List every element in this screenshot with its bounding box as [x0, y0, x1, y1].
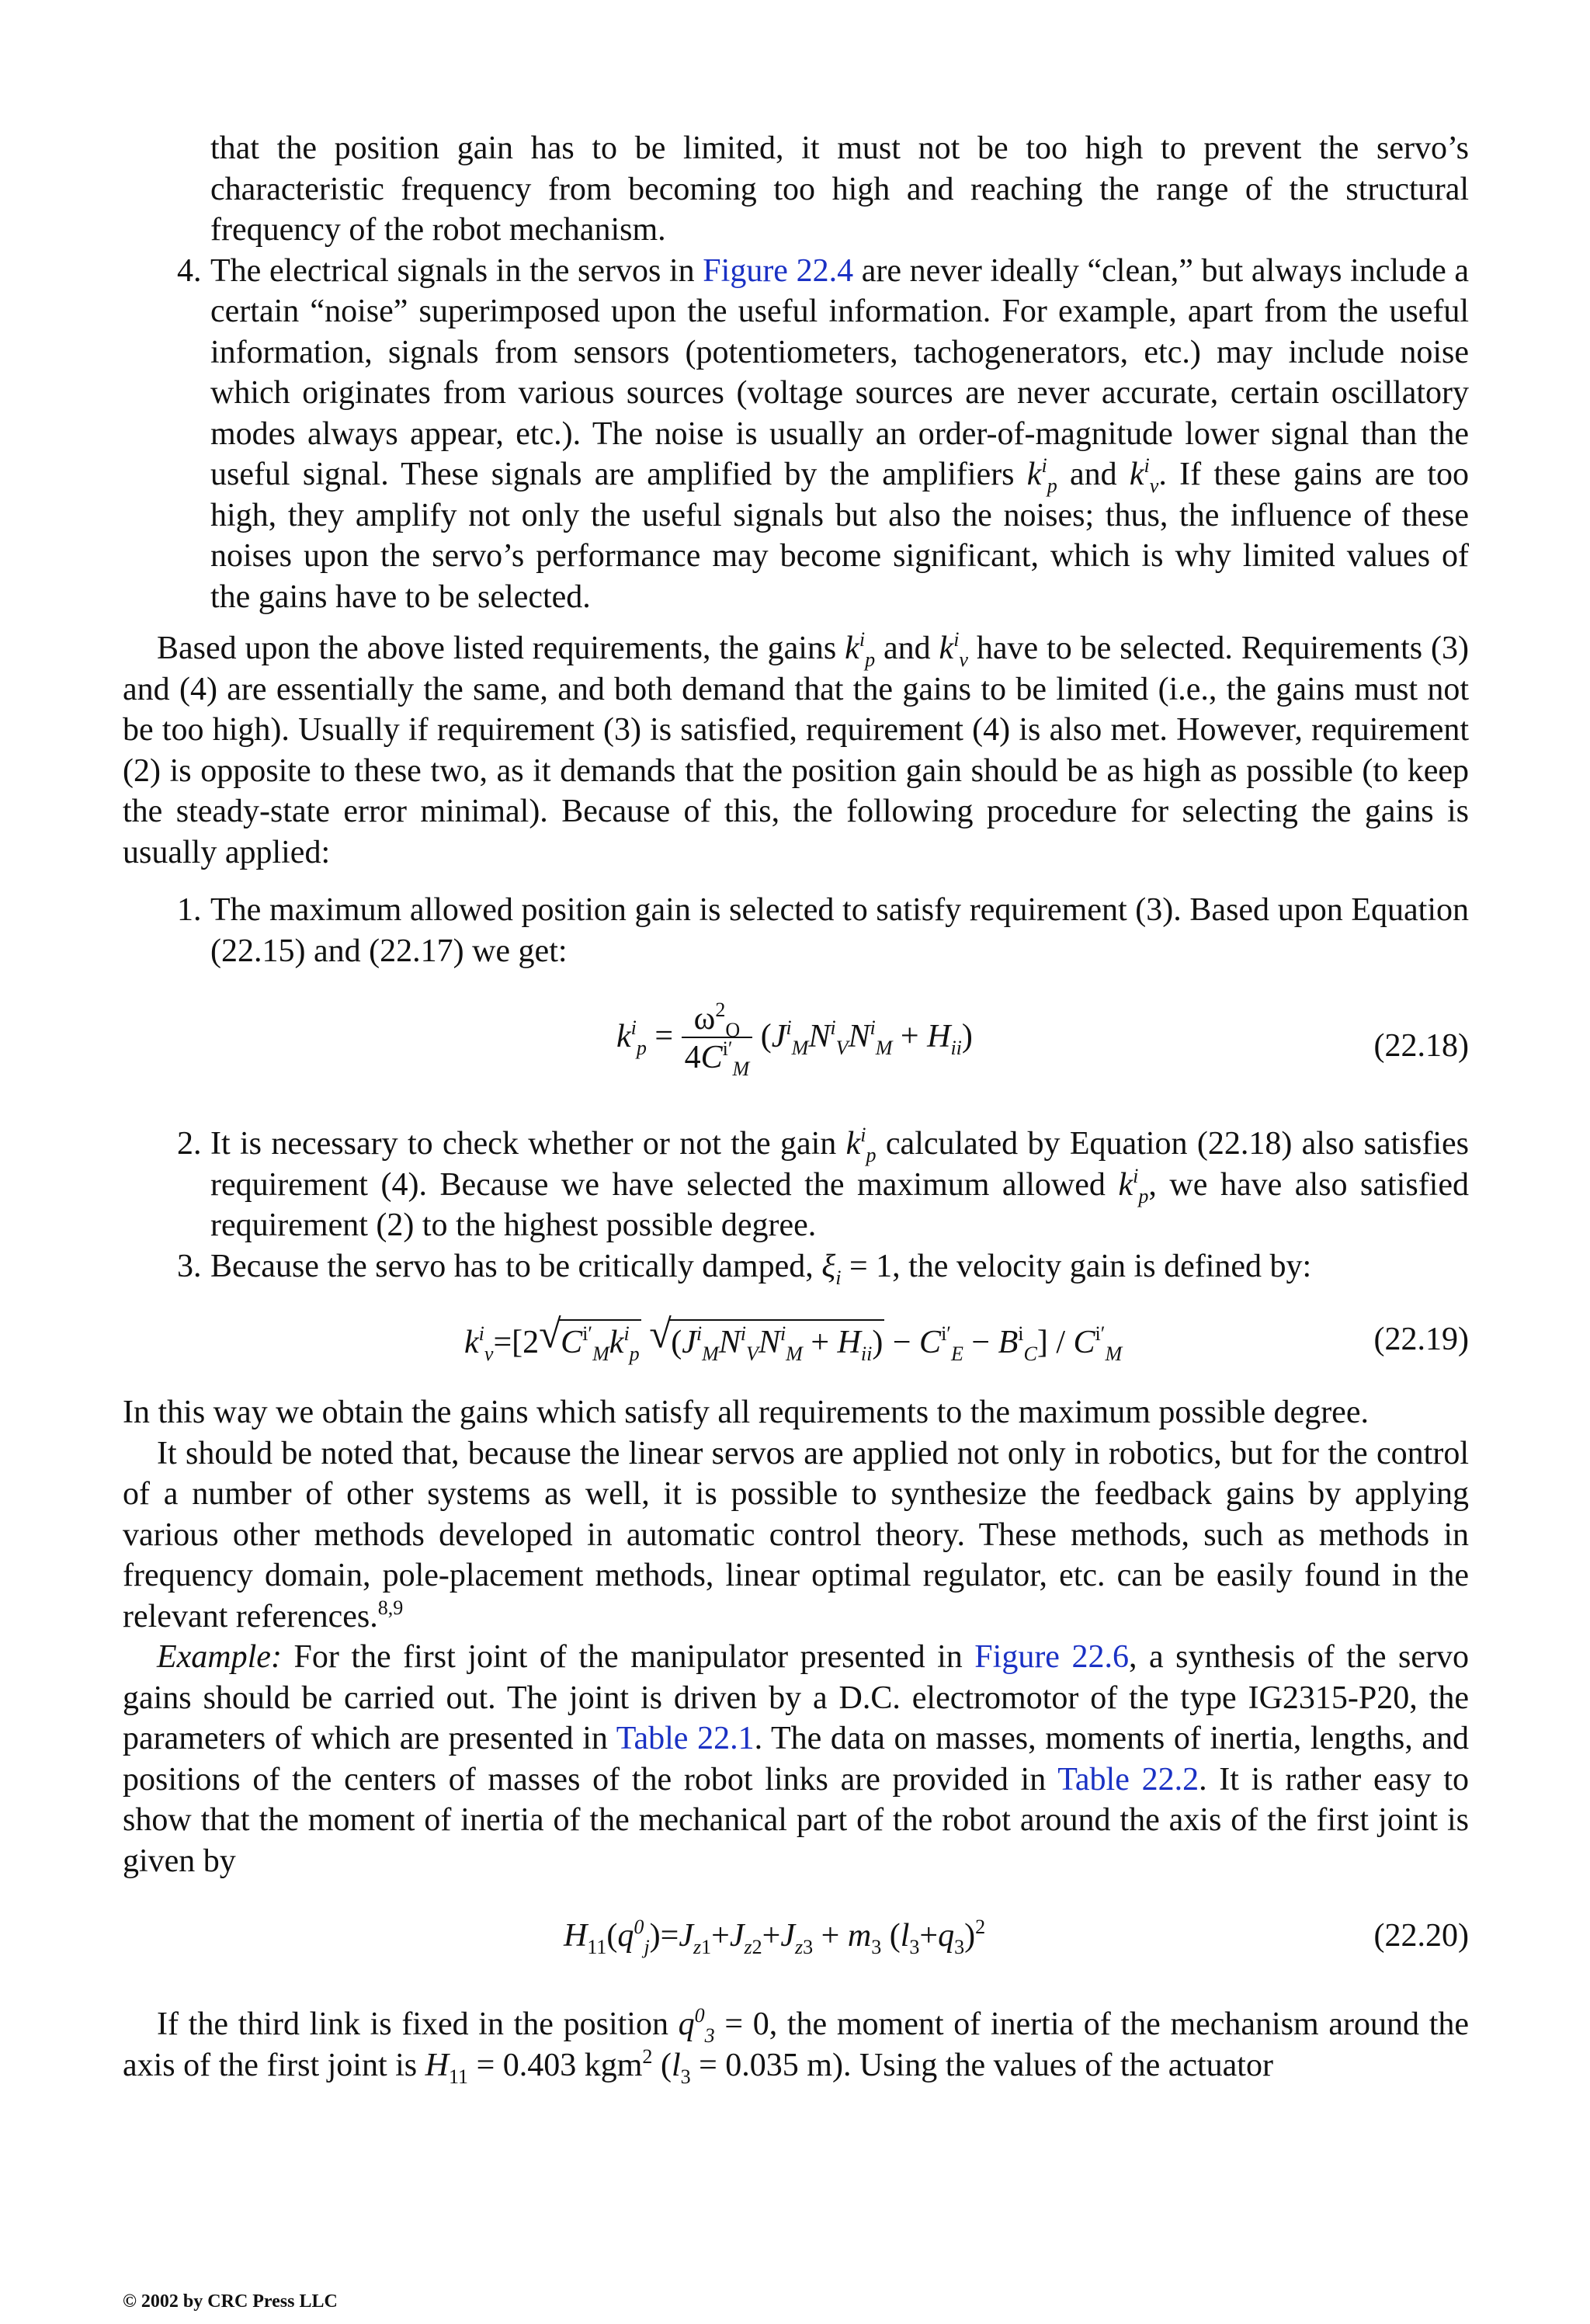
paragraph: If the third link is fixed in the position $q^0_3 = 0$, the moment of inertia of the mechanism around the axis of the first joint is $H_{11} = 0.403$ kgm$^2$ ($l_3 = 0.035$ m). Using the values of the actuator — [123, 2003, 1470, 2088]
math-kv: $k^i_v$ — [1129, 453, 1159, 497]
math-kp: $k^i_p$ — [845, 1123, 877, 1166]
math-kp: $k^i_p$ — [1026, 453, 1057, 497]
equation-body: $k^i_p$ = $\frac{\omega^2_O}{4C^{i'}_M}$ $(J^i_MN^i_VN^i_M + H_{ii})$ — [616, 998, 973, 1080]
paragraph: Because the servo has to be critically damped, $\xi_i = 1$, the velocity gain is defined by: — [210, 1248, 1312, 1289]
equation-number: (22.18) — [1373, 1028, 1469, 1064]
paragraph: It should be noted that, because the linear servos are applied not only in robotics, but for the control of a number of other systems as well, it is possible to synthesize the feedback gains by applying various other methods developed in automatic control theory. These methods, such as methods in frequency domain, pole-placement methods, linear optimal regulator, etc. can be easily found in the relevant references.$^{8,9}$ — [123, 1435, 1469, 1634]
figure-link[interactable]: Figure 22.6 — [974, 1639, 1129, 1675]
list-item-3 — [123, 1246, 1469, 1287]
equation-number: (22.20) — [1373, 1918, 1469, 1954]
list-number: 4. — [177, 252, 202, 289]
equation-number: (22.19) — [1373, 1322, 1469, 1357]
paragraph: Based upon the above listed requirements, the gains $k^i_p$ and $k^i_v$ have to be selected. Requirements (3) and (4) are essentially the same, and both demand that the gains to be limited (i.e., the gains must not be too high). Usually if requirement (3) is satisfied, requirement (4) is also met. However, requirement (2) is opposite to these two, as it demands that the position gain should be as high as possible (to keep the steady-state error minimal). Because of this, the following procedure for selecting the gains is usually applied: — [123, 627, 1469, 870]
list-number: 2. — [177, 1126, 202, 1162]
paragraph: that the position gain has to be limited, it must not be too high to prevent the servo’s characteristic frequency from becoming too high and reaching the range of the structural frequency of the robot mechanism. — [210, 130, 1469, 248]
paragraph: The maximum allowed position gain is selected to satisfy requirement (3). Based upon Equation (22.15) and (22.17) we get: — [210, 892, 1469, 969]
math-q3: $q^0_3$ — [678, 2003, 715, 2047]
paragraph: The electrical signals in the servos in Figure 22.4 are never ideally “clean,” but always include a certain “noise” superimposed upon the useful information. For example, apart from the useful information, signals from sensors (potentiometers, tachogenerators, etc.) may include noise which originates from various sources (voltage sources are never accurate, certain oscillatory modes always appear, etc.). The noise is usually an order-of-magnitude lower signal than the useful signal. These signals are amplified by the amplifiers $k^i_p$ and $k^i_v$. If these gains are too high, they amplify not only the useful signals but also the noises; thus, the influence of these noises upon the servo’s performance may become significant, which is why limited values of the gains have to be selected. — [210, 252, 1469, 615]
equation-body: $H_{11}(q^0_j)=J_{z1}+J_{z2}+J_{z3} + m_3$ $(l_3+q_3)^2$ — [564, 1915, 986, 1958]
paragraph: In this way we obtain the gains which satisfy all requirements to the maximum possible degree. — [123, 1395, 1369, 1430]
paragraph: It is necessary to check whether or not the gain $k^i_p$ calculated by Equation (22.18) also satisfies requirement (4). Because we have selected the maximum allowed $k^i_p$, we have also satisfied requirement (2) to the highest possible degree. — [210, 1123, 1469, 1243]
list-item-4 — [123, 251, 1469, 618]
math-kp: $k^i_p$ — [845, 627, 876, 671]
list-item-3-continuation — [123, 128, 1469, 251]
citation: 8,9 — [377, 1596, 404, 1619]
list-number: 1. — [177, 892, 202, 928]
table-link[interactable]: Table 22.2 — [1057, 1761, 1199, 1798]
equation-body: $k^i_v=[2√$ $C^{i'}_Mk^i_p$ √ $(J^i_MN^i_VN^i_M + H_{ii}) - C^{i'}_E - B^i_C] / C^{i'}_M$ — [464, 1319, 1122, 1363]
copyright-footer: © 2002 by CRC Press LLC — [123, 2291, 338, 2312]
list-item-2 — [123, 1124, 1469, 1246]
math-kp: $k^i_p$ — [1118, 1164, 1149, 1207]
equation-22-19 — [123, 1305, 1469, 1392]
paragraph: Example: For the first joint of the manipulator presented in Figure 22.6, a synthesis of the servo gains should be carried out. The joint is driven by a D.C. electromotor of the type IG2315-P20, the parameters of which are presented in Table 22.1. The data on masses, moments of inertia, lengths, and positions of the centers of masses of the robot links are provided in Table 22.2. It is rather easy to show that the moment of inertia of the mechanical part of the robot around the axis of the first joint is given by — [123, 1639, 1470, 1879]
table-link[interactable]: Table 22.1 — [616, 1721, 755, 1756]
math-kv: $k^i_v$ — [939, 627, 968, 671]
page-body — [123, 128, 1469, 2086]
figure-link[interactable]: Figure 22.4 — [703, 252, 854, 289]
equation-22-18 — [123, 996, 1469, 1113]
list-number: 3. — [177, 1248, 202, 1284]
list-item-1 — [123, 890, 1469, 971]
math-l3: l — [671, 2047, 681, 2083]
math-xi: $\xi_i$ — [821, 1248, 842, 1289]
equation-22-20 — [123, 1912, 1469, 2004]
math-h11: H — [425, 2047, 449, 2083]
